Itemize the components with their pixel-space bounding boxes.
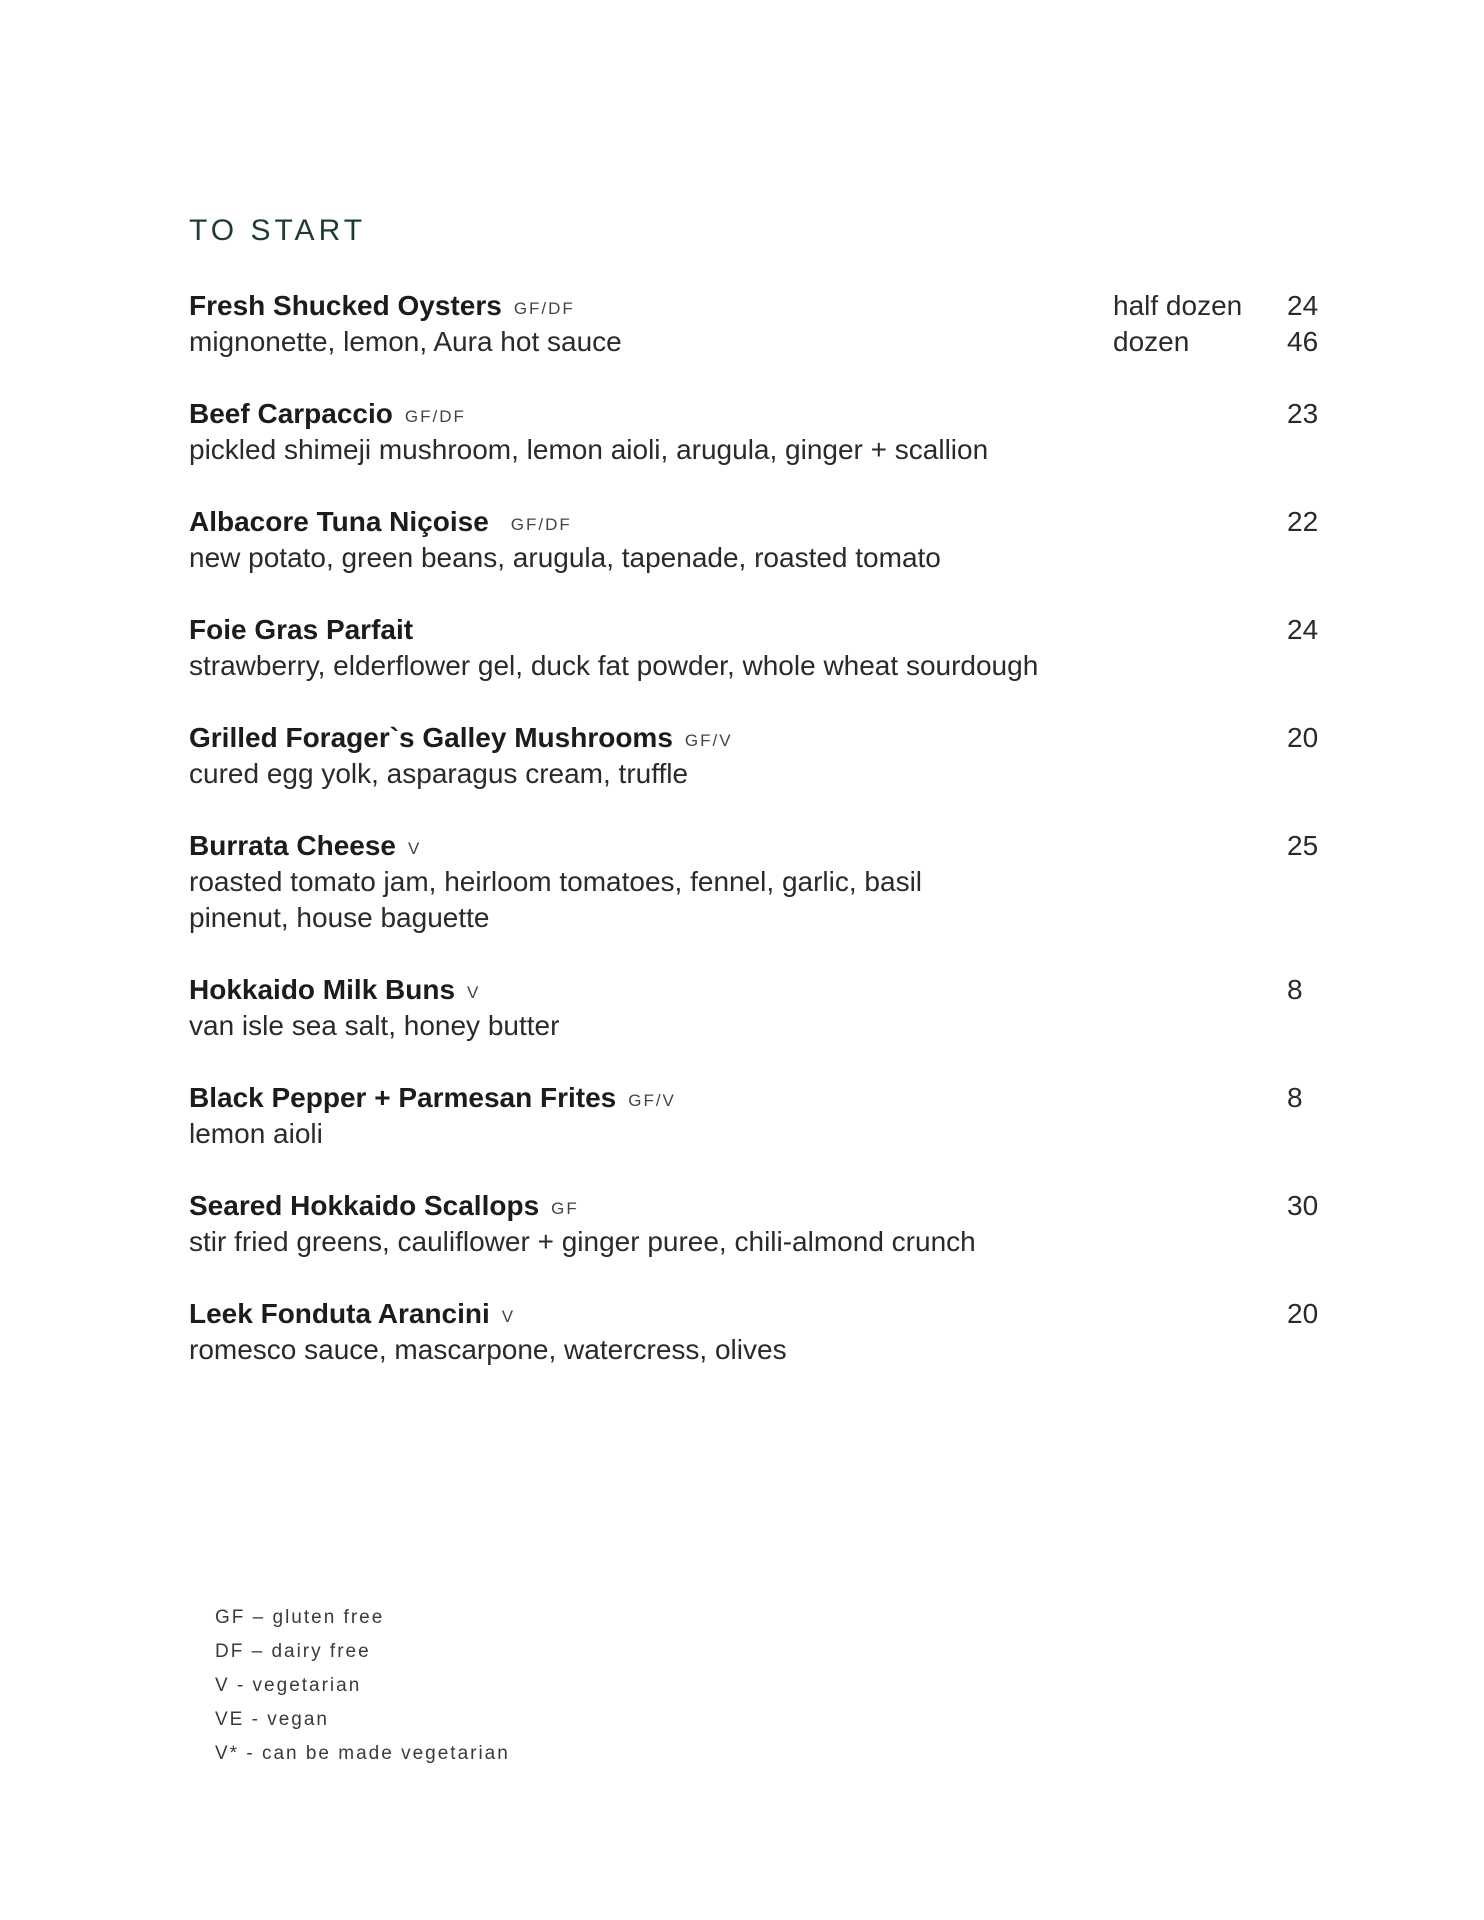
item-description: new potato, green beans, arugula, tapenade, roasted tomato — [189, 542, 941, 573]
item-name: Burrata Cheese — [189, 830, 396, 861]
legend-entry: VE - vegan — [215, 1709, 329, 1730]
diet-tag: V — [407, 839, 422, 858]
menu-item — [189, 972, 1329, 1044]
item-description: stir fried greens, cauliflower + ginger puree, chili-almond crunch — [189, 1226, 976, 1257]
diet-tag: GF/V — [684, 731, 733, 750]
item-price: 20 — [1287, 722, 1319, 753]
item-description: cured egg yolk, asparagus cream, truffle — [189, 758, 689, 789]
item-name: Albacore Tuna Niçoise — [189, 506, 489, 537]
item-description: roasted tomato jam, heirloom tomatoes, fennel, garlic, basil — [189, 866, 923, 897]
item-description: pinenut, house baguette — [189, 902, 490, 933]
item-name: Beef Carpaccio — [189, 398, 393, 429]
menu-item — [189, 612, 1329, 684]
item-description: van isle sea salt, honey butter — [189, 1010, 560, 1041]
legend-entry: V* - can be made vegetarian — [215, 1743, 510, 1764]
item-price: 24 — [1287, 290, 1319, 321]
item-description-line — [189, 864, 1329, 900]
diet-tag: GF/DF — [513, 299, 575, 318]
section-title: TO START — [189, 214, 367, 247]
item-name: Grilled Forager`s Galley Mushrooms — [189, 722, 673, 753]
item-description-line — [189, 1224, 1329, 1260]
item-name: Foie Gras Parfait — [189, 614, 414, 645]
menu-item — [189, 828, 1329, 936]
item-header — [189, 1080, 1329, 1116]
item-price: 25 — [1287, 830, 1319, 861]
item-price: 23 — [1287, 398, 1319, 429]
portion-label: dozen — [1113, 326, 1190, 357]
item-description-line — [189, 648, 1329, 684]
menu-item — [189, 504, 1329, 576]
item-price: 20 — [1287, 1298, 1319, 1329]
item-header — [189, 828, 1329, 864]
item-price: 24 — [1287, 614, 1319, 645]
diet-tag: GF/DF — [404, 407, 466, 426]
menu-list — [189, 288, 1329, 1404]
item-description-line — [189, 756, 1329, 792]
item-description-line — [189, 1116, 1329, 1152]
item-header — [189, 972, 1329, 1008]
item-description: mignonette, lemon, Aura hot sauce — [189, 326, 622, 357]
item-description: pickled shimeji mushroom, lemon aioli, arugula, ginger + scallion — [189, 434, 989, 465]
diet-tag: V — [467, 983, 481, 1002]
item-header — [189, 720, 1329, 756]
item-price: 8 — [1287, 974, 1303, 1005]
diet-legend — [215, 1601, 510, 1771]
menu-item — [189, 720, 1329, 792]
item-description-line — [189, 324, 1329, 360]
item-price: 8 — [1287, 1082, 1303, 1113]
item-name: Leek Fonduta Arancini — [189, 1298, 490, 1329]
item-description: strawberry, elderflower gel, duck fat powder, whole wheat sourdough — [189, 650, 1039, 681]
item-description-line — [189, 1008, 1329, 1044]
item-description-line — [189, 900, 1329, 936]
diet-tag: GF/V — [628, 1091, 676, 1110]
menu-item — [189, 288, 1329, 360]
item-description-line — [189, 1332, 1329, 1368]
menu-item — [189, 1188, 1329, 1260]
item-name: Black Pepper + Parmesan Frites — [189, 1082, 617, 1113]
item-description: lemon aioli — [189, 1118, 323, 1149]
item-name: Fresh Shucked Oysters — [189, 290, 502, 321]
item-header — [189, 1188, 1329, 1224]
legend-entry: GF – gluten free — [215, 1607, 385, 1628]
item-name: Seared Hokkaido Scallops — [189, 1190, 540, 1221]
legend-entry: DF – dairy free — [215, 1641, 371, 1662]
item-description-line — [189, 432, 1329, 468]
item-name: Hokkaido Milk Buns — [189, 974, 456, 1005]
item-description-line — [189, 540, 1329, 576]
item-header — [189, 612, 1329, 648]
item-price: 30 — [1287, 1190, 1319, 1221]
diet-tag: V — [501, 1307, 516, 1326]
legend-entry: V - vegetarian — [215, 1675, 362, 1696]
item-price: 22 — [1287, 506, 1319, 537]
diet-tag: GF/DF — [510, 515, 572, 534]
item-header — [189, 288, 1329, 324]
item-header — [189, 1296, 1329, 1332]
portion-label: half dozen — [1113, 290, 1243, 321]
menu-item — [189, 396, 1329, 468]
diet-tag: GF — [551, 1199, 579, 1218]
item-header — [189, 396, 1329, 432]
menu-item — [189, 1080, 1329, 1152]
item-price: 46 — [1287, 326, 1319, 357]
item-header — [189, 504, 1329, 540]
item-description: romesco sauce, mascarpone, watercress, olives — [189, 1334, 787, 1365]
menu-item — [189, 1296, 1329, 1368]
